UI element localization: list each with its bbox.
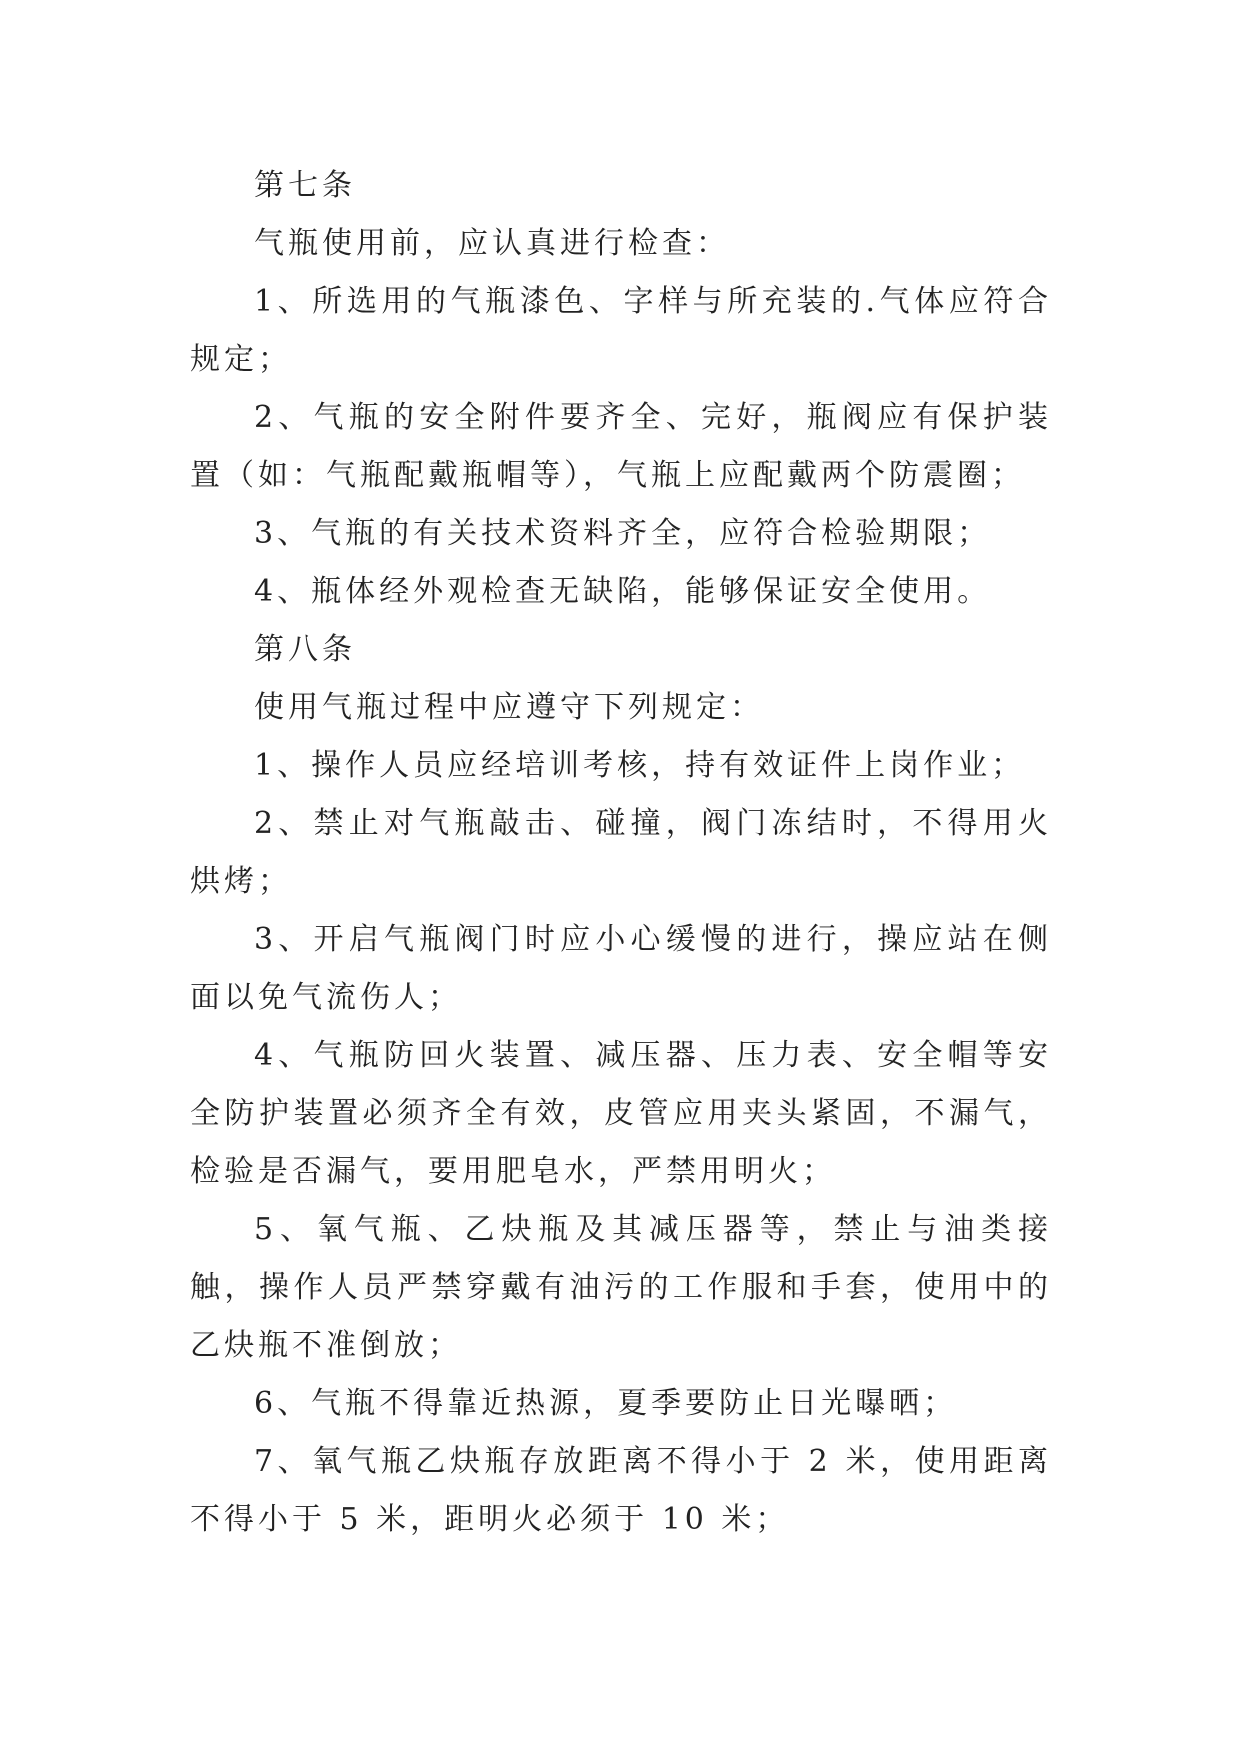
- article-8-item-6: 6、气瓶不得靠近热源，夏季要防止日光曝晒；: [254, 1386, 958, 1421]
- article-7-item-4: 4、瓶体经外观检查无缺陷，能够保证安全使用。: [254, 574, 992, 609]
- article-7-item-3: 3、气瓶的有关技术资料齐全，应符合检验期限；: [254, 516, 992, 551]
- article-8-heading: 第八条: [254, 632, 356, 667]
- article-8-item-7: 7、氧气瓶乙炔瓶存放距离不得小于 2 米，使用距离不得小于 5 米，距明火必须于 10 米；: [190, 1444, 1052, 1537]
- article-8-item-5: 5、氧气瓶、乙炔瓶及其减压器等，禁止与油类接触，操作人员严禁穿戴有油污的工作服和手套，使用中的乙炔瓶不准倒放；: [190, 1212, 1052, 1363]
- article-8-item-1: 1、操作人员应经培训考核，持有效证件上岗作业；: [254, 748, 1026, 783]
- article-7-item-1: 1、所选用的气瓶漆色、字样与所充装的.气体应符合规定；: [190, 284, 1052, 377]
- article-7-intro: 气瓶使用前，应认真进行检查：: [254, 226, 730, 261]
- article-8-intro: 使用气瓶过程中应遵守下列规定：: [254, 690, 764, 725]
- article-8-item-2: 2、禁止对气瓶敲击、碰撞，阀门冻结时，不得用火烘烤；: [190, 806, 1052, 899]
- document-body: [190, 157, 1052, 1549]
- article-7-item-2: 2、气瓶的安全附件要齐全、完好，瓶阀应有保护装置（如：气瓶配戴瓶帽等），气瓶上应配戴两个防震圈；: [190, 400, 1052, 493]
- article-8-item-3: 3、开启气瓶阀门时应小心缓慢的进行，操应站在侧面以免气流伤人；: [190, 922, 1052, 1015]
- article-7-heading: 第七条: [254, 168, 356, 203]
- article-8-item-4: 4、气瓶防回火装置、减压器、压力表、安全帽等安全防护装置必须齐全有效，皮管应用夹头紧固，不漏气，检验是否漏气，要用肥皂水，严禁用明火；: [190, 1038, 1052, 1189]
